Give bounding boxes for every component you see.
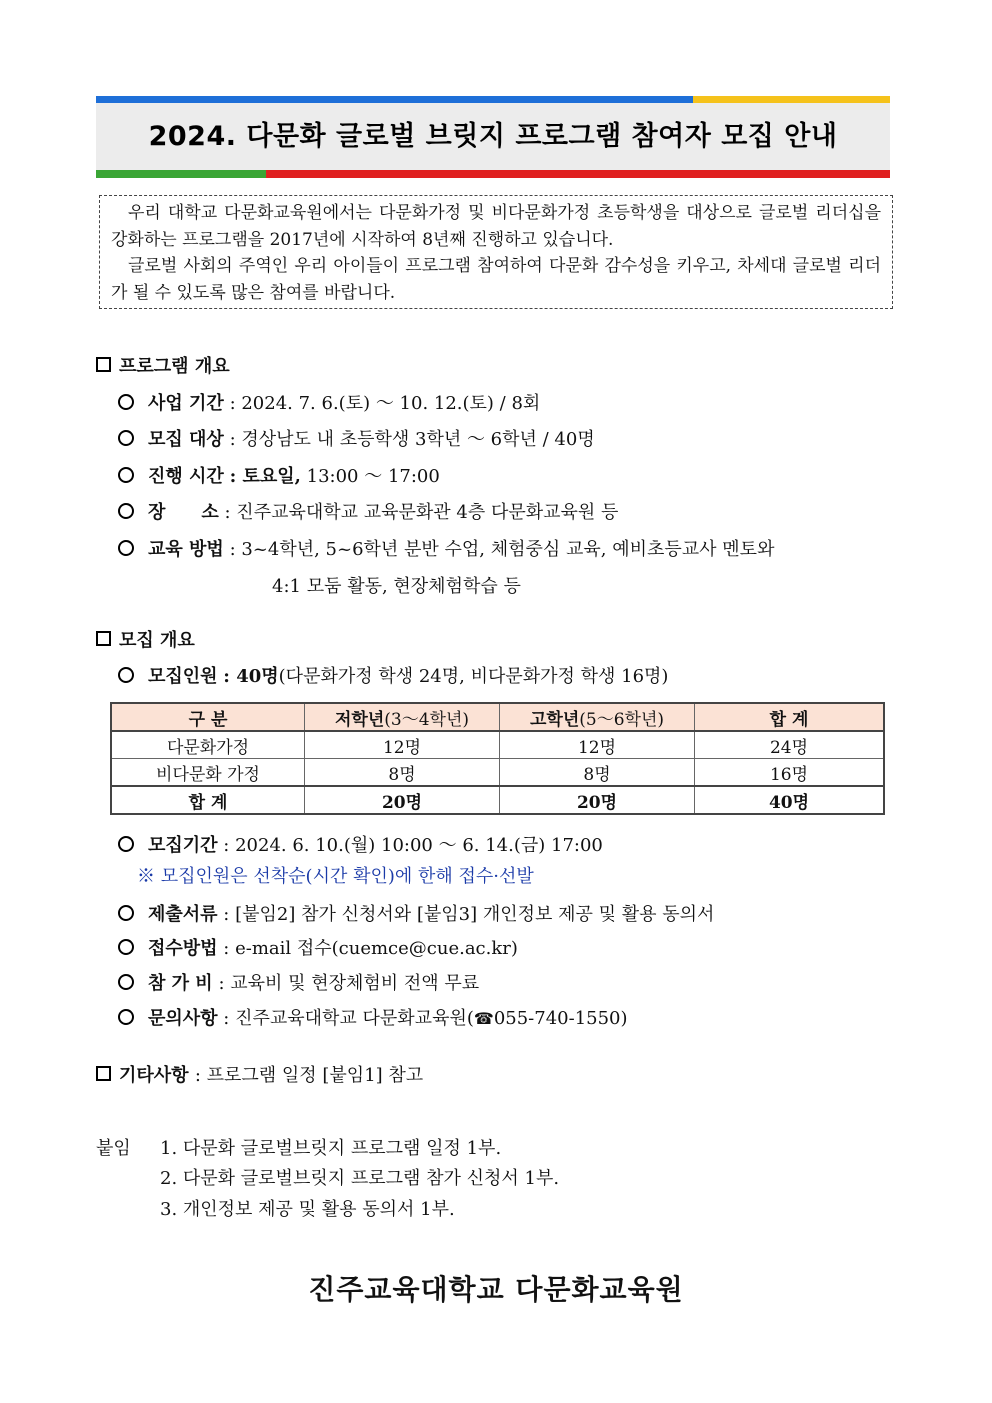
- item-label: 모집기간: [148, 835, 218, 856]
- item-value: 13:00 ～ 17:00: [300, 466, 440, 487]
- item-value: : 2024. 7. 6.(토) ～ 10. 12.(토) / 8회: [229, 393, 541, 414]
- item-value-bold: : 토요일,: [229, 466, 301, 487]
- item-value: : 교육비 및 현장체험비 전액 무료: [218, 973, 480, 994]
- table-cell: 8명: [500, 759, 695, 787]
- item-label: 모집 대상: [148, 429, 224, 450]
- circle-bullet-icon: [118, 939, 134, 955]
- item-documents: [118, 900, 714, 926]
- recruit-note: ※ 모집인원은 선착순(시간 확인)에 한해 접수·선발: [137, 866, 534, 887]
- title-top-bar: [96, 96, 890, 103]
- item-value-bold: : 40명: [223, 666, 279, 687]
- item-label: 접수방법: [148, 938, 218, 959]
- attachment-item: 3. 개인정보 제공 및 활용 동의서 1부.: [160, 1199, 455, 1220]
- checkbox-square-icon: [96, 1066, 111, 1081]
- item-value: : 경상남도 내 초등학생 3학년 ～ 6학년 / 40명: [229, 429, 595, 450]
- circle-bullet-icon: [118, 540, 134, 556]
- table-cell: 12명: [500, 731, 695, 759]
- table-cell: 40명: [695, 786, 885, 814]
- item-value: : 진주교육대학교 교육문화관 4층 다문화교육원 등: [224, 502, 619, 523]
- item-recruit-period: [118, 831, 603, 857]
- item-label: 참 가 비: [148, 973, 213, 994]
- item-value: : e-mail 접수(cuemce@cue.ac.kr): [223, 938, 518, 959]
- item-label: 교육 방법: [148, 539, 224, 560]
- section-heading-text: 모집 개요: [119, 630, 195, 651]
- item-method-continued: 4:1 모둠 활동, 현장체험학습 등: [272, 576, 521, 597]
- item-period: [118, 389, 540, 415]
- intro-box: [99, 195, 893, 309]
- table-cell: 다문화가정: [111, 731, 305, 759]
- item-label: 장 소: [148, 502, 219, 523]
- header-cell: 구 분: [111, 703, 305, 731]
- header-cell: [500, 703, 695, 731]
- item-label: 문의사항: [148, 1008, 218, 1029]
- table-row: [111, 759, 884, 787]
- item-method: [118, 535, 774, 561]
- table-cell: 16명: [695, 759, 885, 787]
- circle-bullet-icon: [118, 667, 134, 683]
- circle-bullet-icon: [118, 394, 134, 410]
- section-recruit-overview-heading: [96, 626, 195, 652]
- table-total-row: [111, 786, 884, 814]
- page-title: 2024. 다문화 글로벌 브릿지 프로그램 참여자 모집 안내: [148, 121, 838, 152]
- section-other-value: : 프로그램 일정 [붙임1] 참고: [194, 1065, 424, 1086]
- circle-bullet-icon: [118, 430, 134, 446]
- item-label: 진행 시간: [148, 466, 224, 487]
- item-value: (다문화가정 학생 24명, 비다문화가정 학생 16명): [278, 666, 669, 687]
- table-cell: 12명: [305, 731, 500, 759]
- table-cell: 24명: [695, 731, 885, 759]
- intro-paragraph-1: 우리 대학교 다문화교육원에서는 다문화가정 및 비다문화가정 초등학생을 대상으로 글로벌 리더십을 강화하는 프로그램을 2017년에 시작하여 8년째 진행하고 있습니다.: [111, 203, 881, 250]
- footer-organization: 진주교육대학교 다문화교육원: [308, 1273, 684, 1306]
- table-header-row: [111, 703, 884, 731]
- item-value: : 진주교육대학교 다문화교육원(: [223, 1008, 474, 1029]
- item-inquiry: [118, 1004, 628, 1030]
- table-cell: 합 계: [111, 786, 305, 814]
- checkbox-square-icon: [96, 357, 111, 372]
- circle-bullet-icon: [118, 467, 134, 483]
- item-value: : 2024. 6. 10.(월) 10:00 ～ 6. 14.(금) 17:00: [223, 835, 603, 856]
- item-label: 사업 기간: [148, 393, 224, 414]
- attachment-item: 1. 다문화 글로벌브릿지 프로그램 일정 1부.: [160, 1138, 502, 1159]
- checkbox-square-icon: [96, 631, 111, 646]
- header-cell-sub: (3～4학년): [384, 709, 470, 730]
- item-label: 모집인원: [148, 666, 218, 687]
- table-row: [111, 731, 884, 759]
- item-value: : 3~4학년, 5~6학년 분반 수업, 체험중심 교육, 예비초등교사 멘토와: [229, 539, 775, 560]
- circle-bullet-icon: [118, 503, 134, 519]
- item-target: [118, 425, 595, 451]
- recruit-table: [110, 702, 885, 815]
- item-value-phone: 055-740-1550): [493, 1008, 628, 1029]
- circle-bullet-icon: [118, 1009, 134, 1025]
- attachment-item: 2. 다문화 글로벌브릿지 프로그램 참가 신청서 1부.: [160, 1168, 560, 1189]
- item-fee: [118, 969, 479, 995]
- phone-icon: ☎: [473, 1009, 494, 1028]
- table-cell: 8명: [305, 759, 500, 787]
- table-cell: 20명: [500, 786, 695, 814]
- item-place: [118, 498, 618, 524]
- section-program-overview-heading: [96, 352, 230, 378]
- item-submission: [118, 934, 518, 960]
- attachments-label: 붙임: [96, 1138, 131, 1159]
- header-cell: [305, 703, 500, 731]
- item-value: : [붙임2] 참가 신청서와 [붙임3] 개인정보 제공 및 활용 동의서: [223, 904, 715, 925]
- circle-bullet-icon: [118, 974, 134, 990]
- header-cell-bold: 고학년: [529, 709, 580, 730]
- header-cell-sub: (5～6학년): [579, 709, 665, 730]
- intro-paragraph-2: 글로벌 사회의 주역인 우리 아이들이 프로그램 참여하여 다문화 감수성을 키우고, 차세대 글로벌 리더가 될 수 있도록 많은 참여를 바랍니다.: [111, 256, 881, 303]
- item-recruit-count: [118, 662, 668, 688]
- section-heading-text: 프로그램 개요: [119, 356, 230, 377]
- table-cell: 비다문화 가정: [111, 759, 305, 787]
- circle-bullet-icon: [118, 836, 134, 852]
- section-other-heading: [96, 1061, 423, 1087]
- header-cell-bold: 저학년: [334, 709, 385, 730]
- title-bottom-bar: [96, 170, 890, 178]
- item-label: 제출서류: [148, 904, 218, 925]
- title-banner: [96, 96, 890, 178]
- section-heading-text: 기타사항: [119, 1065, 189, 1086]
- item-time: [118, 462, 440, 488]
- header-cell: 합 계: [695, 703, 885, 731]
- table-cell: 20명: [305, 786, 500, 814]
- circle-bullet-icon: [118, 905, 134, 921]
